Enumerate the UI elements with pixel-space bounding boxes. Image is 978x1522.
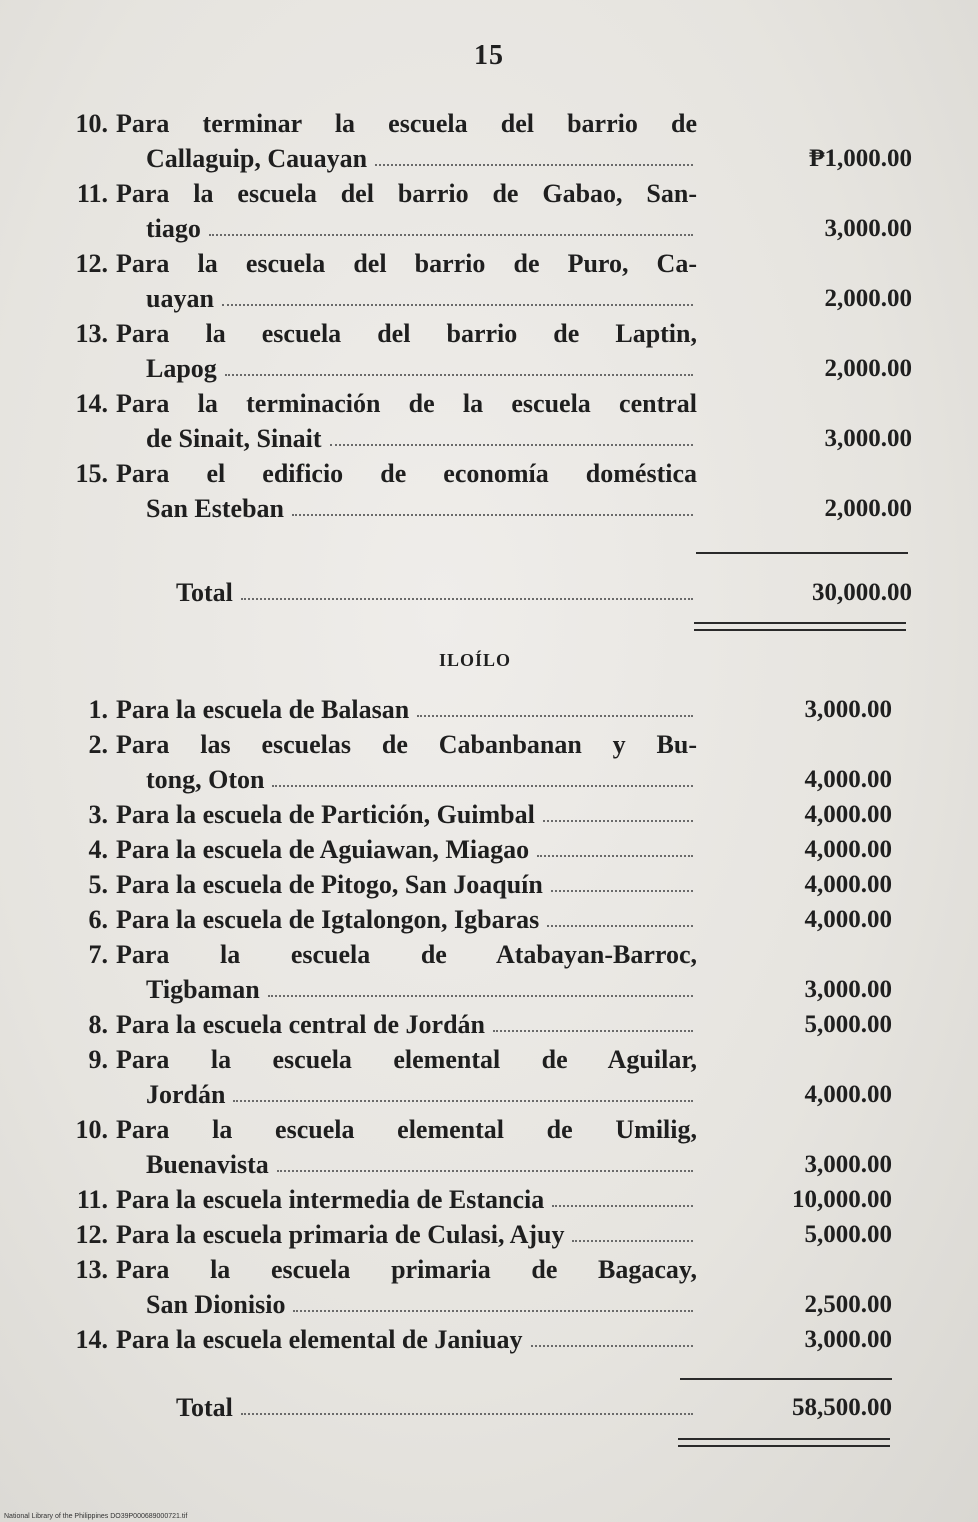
section1-total-double-rule [694, 622, 906, 631]
list-item [52, 176, 912, 246]
spacer [108, 797, 116, 832]
item-amount: 2,000.00 [824, 495, 912, 522]
spacer [108, 246, 116, 281]
item-continuation: tiago [146, 214, 201, 243]
item-number: 13. [75, 1255, 108, 1284]
page-number: 15 [474, 40, 504, 71]
item-amount: 4,000.00 [804, 1081, 892, 1108]
item-text: Para la escuela primaria de Culasi, Ajuy [116, 1220, 565, 1249]
item-text: Para la escuela intermedia de Estancia [116, 1185, 545, 1214]
item-first-line [52, 1007, 697, 1042]
dot-leader [209, 233, 693, 236]
list-item [52, 1252, 892, 1322]
spacer [108, 727, 116, 762]
item-amount: 10,000.00 [792, 1186, 892, 1213]
dot-leader [241, 597, 693, 600]
item-second-line [52, 1287, 697, 1322]
item-first-line [52, 1182, 697, 1217]
item-number: 10. [75, 1115, 108, 1144]
item-amount: 3,000.00 [804, 976, 892, 1003]
item-first-line [52, 1217, 697, 1252]
dot-leader [272, 784, 693, 787]
item-number: 14. [75, 1325, 108, 1354]
item-second-line [52, 281, 697, 316]
item-text: Para terminar la escuela del barrio de [116, 109, 697, 138]
dot-leader [572, 1239, 693, 1242]
spacer [108, 902, 116, 937]
list-item [52, 1007, 892, 1042]
dot-leader [241, 1412, 693, 1415]
item-amount: 5,000.00 [804, 1011, 892, 1038]
item-number: 9. [88, 1045, 108, 1074]
item-first-line [52, 456, 697, 491]
spacer [108, 456, 116, 491]
spacer [108, 1042, 116, 1077]
item-first-line [52, 937, 697, 972]
dot-leader [277, 1169, 693, 1172]
item-text: Para la terminación de la escuela central [116, 389, 697, 418]
list-item [52, 832, 892, 867]
dot-leader [531, 1344, 693, 1347]
item-number: 4. [88, 835, 108, 864]
section1-total-label: Total [176, 578, 233, 607]
section2-title: ILOÍLO [438, 650, 512, 670]
item-continuation: Tigbaman [146, 975, 260, 1004]
item-text: Para la escuela de Balasan [116, 695, 410, 724]
list-item [52, 727, 892, 797]
list-item [52, 316, 912, 386]
item-second-line [52, 1147, 697, 1182]
item-continuation: Callaguip, Cauayan [146, 144, 368, 173]
dot-leader [222, 303, 693, 306]
item-text: Para la escuela del barrio de Puro, Ca- [116, 249, 697, 278]
item-text: Para la escuela elemental de Aguilar, [116, 1045, 697, 1074]
item-first-line [52, 727, 697, 762]
list-item [52, 456, 912, 526]
item-number: 2. [88, 730, 108, 759]
item-amount: 3,000.00 [804, 1326, 892, 1353]
dot-leader [552, 1204, 693, 1207]
item-number: 11. [76, 1185, 108, 1214]
item-continuation: tong, Oton [146, 765, 265, 794]
item-first-line [52, 867, 697, 902]
item-first-line [52, 316, 697, 351]
item-text: Para la escuela del barrio de Gabao, San- [116, 179, 697, 208]
item-text: Para la escuela de Aguiawan, Miagao [116, 835, 530, 864]
list-item [52, 902, 892, 937]
item-second-line [52, 972, 697, 1007]
item-continuation: uayan [146, 284, 214, 313]
item-first-line [52, 386, 697, 421]
list-item [52, 692, 892, 727]
item-amount: 4,000.00 [804, 871, 892, 898]
item-first-line [52, 106, 697, 141]
item-number: 10. [75, 109, 108, 138]
section2-total-amount: 58,500.00 [792, 1394, 892, 1421]
spacer [108, 1252, 116, 1287]
item-first-line [52, 1112, 697, 1147]
dot-leader [493, 1029, 693, 1032]
item-text: Para la escuela elemental de Janiuay [116, 1325, 523, 1354]
list-item [52, 1217, 892, 1252]
item-text: Para la escuela central de Jordán [116, 1010, 485, 1039]
section2-total-double-rule [678, 1438, 890, 1447]
item-text: Para el edificio de economía doméstica [116, 459, 697, 488]
item-text: Para la escuela elemental de Umilig, [116, 1115, 697, 1144]
spacer [108, 1182, 116, 1217]
item-second-line [52, 141, 697, 176]
dot-leader [543, 819, 693, 822]
item-continuation: San Dionisio [146, 1290, 286, 1319]
footer-credit: National Library of the Philippines DO39P000689000721.tif [4, 1513, 188, 1520]
list-item [52, 867, 892, 902]
item-first-line [52, 832, 697, 867]
item-text: Para la escuela primaria de Bagacay, [116, 1255, 697, 1284]
list-item [52, 797, 892, 832]
item-number: 1. [88, 695, 108, 724]
item-number: 8. [88, 1010, 108, 1039]
item-number: 14. [75, 389, 108, 418]
section2-total-row [52, 1390, 892, 1425]
dot-leader [292, 513, 693, 516]
list-item [52, 1322, 892, 1357]
list-item [52, 106, 912, 176]
spacer [108, 386, 116, 421]
item-text: Para las escuelas de Cabanbanan y Bu- [116, 730, 697, 759]
spacer [108, 176, 116, 211]
item-continuation: Jordán [146, 1080, 226, 1109]
list-item [52, 1042, 892, 1112]
section2-total-label: Total [176, 1393, 233, 1422]
dot-leader [293, 1309, 693, 1312]
list-item [52, 386, 912, 456]
item-amount: 2,500.00 [804, 1291, 892, 1318]
list-item [52, 1182, 892, 1217]
item-amount: 4,000.00 [804, 766, 892, 793]
item-first-line [52, 1322, 697, 1357]
dot-leader [547, 924, 693, 927]
section1-total-amount: 30,000.00 [812, 579, 912, 606]
dot-leader [330, 443, 693, 446]
item-amount: 3,000.00 [824, 425, 912, 452]
item-number: 3. [88, 800, 108, 829]
item-number: 15. [75, 459, 108, 488]
section1-total-row [52, 575, 912, 610]
item-first-line [52, 797, 697, 832]
spacer [108, 1112, 116, 1147]
dot-leader [233, 1099, 693, 1102]
section1-subtotal-rule [696, 552, 908, 554]
spacer [108, 316, 116, 351]
item-continuation: Lapog [146, 354, 217, 383]
item-number: 6. [88, 905, 108, 934]
section2-list [52, 692, 892, 1357]
item-second-line [52, 491, 697, 526]
item-continuation: San Esteban [146, 494, 284, 523]
item-text: Para la escuela de Atabayan-Barroc, [116, 940, 697, 969]
item-text: Para la escuela de Pitogo, San Joaquín [116, 870, 543, 899]
spacer [108, 1217, 116, 1252]
item-first-line [52, 246, 697, 281]
item-second-line [52, 1077, 697, 1112]
dot-leader [417, 714, 693, 717]
item-text: Para la escuela del barrio de Laptin, [116, 319, 697, 348]
item-number: 7. [88, 940, 108, 969]
item-amount: 2,000.00 [824, 285, 912, 312]
item-first-line [52, 692, 697, 727]
item-continuation: Buenavista [146, 1150, 269, 1179]
item-amount: 4,000.00 [804, 906, 892, 933]
item-number: 12. [75, 1220, 108, 1249]
dot-leader [225, 373, 693, 376]
item-amount: 3,000.00 [824, 215, 912, 242]
spacer [108, 867, 116, 902]
item-first-line [52, 176, 697, 211]
item-amount: 2,000.00 [824, 355, 912, 382]
list-item [52, 1112, 892, 1182]
item-first-line [52, 1042, 697, 1077]
spacer [108, 692, 116, 727]
section2-subtotal-rule [680, 1378, 892, 1380]
item-amount: 5,000.00 [804, 1221, 892, 1248]
item-amount: 4,000.00 [804, 801, 892, 828]
spacer [108, 1007, 116, 1042]
item-text: Para la escuela de Igtalongon, Igbaras [116, 905, 540, 934]
item-number: 5. [88, 870, 108, 899]
item-text: Para la escuela de Partición, Guimbal [116, 800, 535, 829]
spacer [108, 106, 116, 141]
item-first-line [52, 902, 697, 937]
dot-leader [551, 889, 693, 892]
item-number: 11. [76, 179, 108, 208]
list-item [52, 246, 912, 316]
item-second-line [52, 421, 697, 456]
item-continuation: de Sinait, Sinait [146, 424, 322, 453]
dot-leader [375, 163, 693, 166]
dot-leader [268, 994, 693, 997]
item-amount: 3,000.00 [804, 1151, 892, 1178]
item-second-line [52, 762, 697, 797]
spacer [108, 1322, 116, 1357]
item-second-line [52, 211, 697, 246]
item-second-line [52, 351, 697, 386]
list-item [52, 937, 892, 1007]
item-amount: 3,000.00 [804, 696, 892, 723]
dot-leader [537, 854, 693, 857]
item-amount: ₱1,000.00 [809, 145, 912, 172]
item-number: 13. [75, 319, 108, 348]
item-amount: 4,000.00 [804, 836, 892, 863]
item-number: 12. [75, 249, 108, 278]
section1-list [52, 106, 912, 526]
spacer [108, 937, 116, 972]
item-first-line [52, 1252, 697, 1287]
spacer [108, 832, 116, 867]
